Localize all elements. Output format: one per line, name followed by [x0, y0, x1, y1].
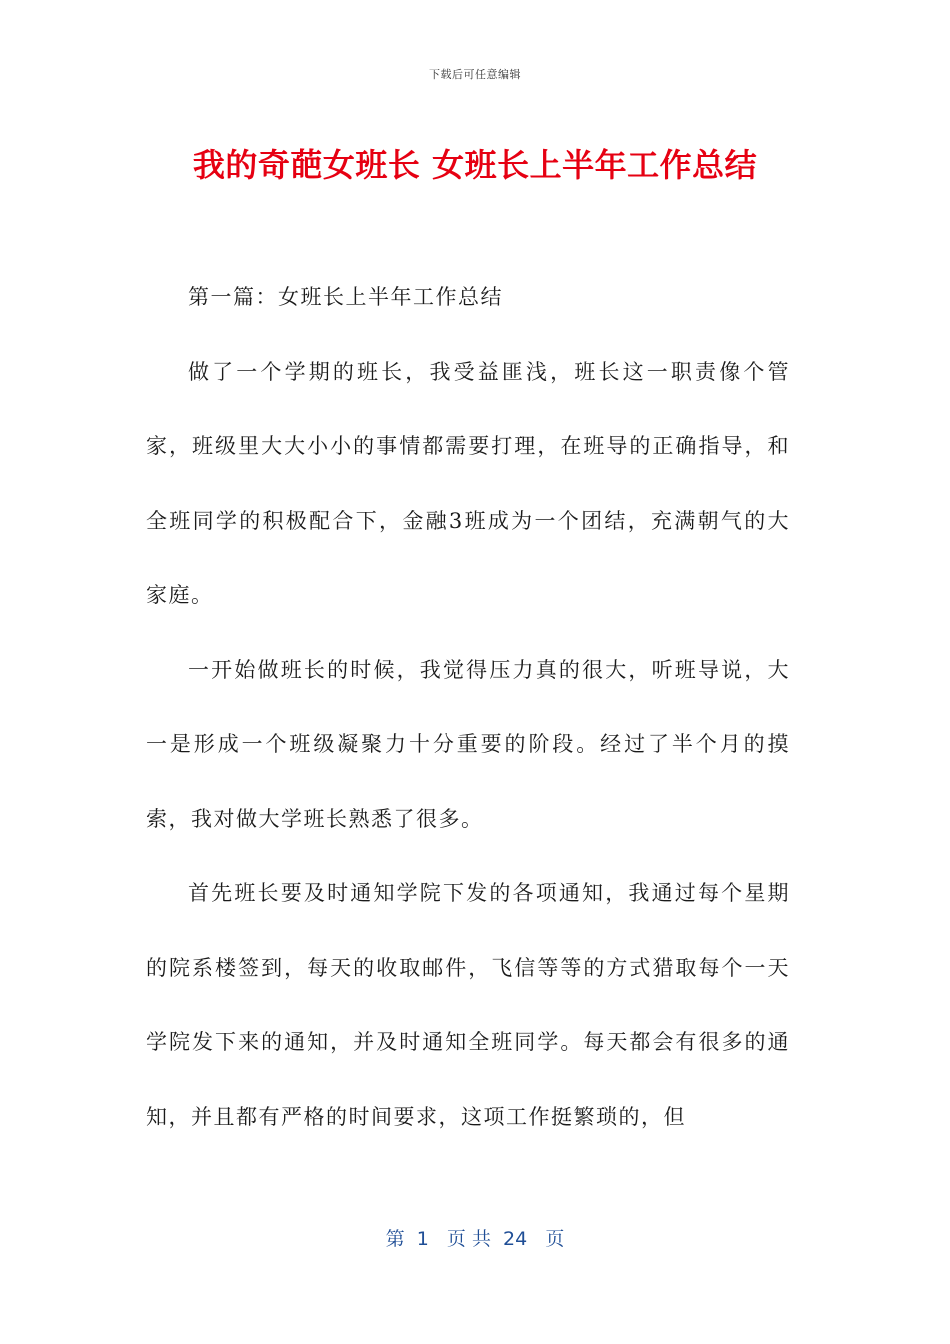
- header-note: 下载后可任意编辑: [429, 68, 521, 81]
- paragraph: 首先班长要及时通知学院下发的各项通知，我通过每个星期的院系楼签到，每天的收取邮件，飞信等等的方式猎取每个一天学院发下来的通知，并及时通知全班同学。每天都会有很多的通知，并且都有严格的时间要求，这项工作挺繁琐的，但: [146, 881, 790, 1129]
- section-heading: 第一篇：女班长上半年工作总结: [188, 285, 503, 309]
- document-title: 我的奇葩女班长 女班长上半年工作总结: [192, 146, 758, 184]
- paragraph: 做了一个学期的班长，我受益匪浅，班长这一职责像个管家，班级里大大小小的事情都需要打理，在班导的正确指导，和全班同学的积极配合下，金融3班成为一个团结，充满朝气的大家庭。: [146, 359, 790, 607]
- paragraph: 一开始做班长的时候，我觉得压力真的很大，听班导说，大一是形成一个班级凝聚力十分重要的阶段。经过了半个月的摸索，我对做大学班长熟悉了很多。: [146, 657, 790, 831]
- page-number-footer: 第 1 页 共 24 页: [385, 1228, 565, 1250]
- document-body: [146, 260, 790, 1154]
